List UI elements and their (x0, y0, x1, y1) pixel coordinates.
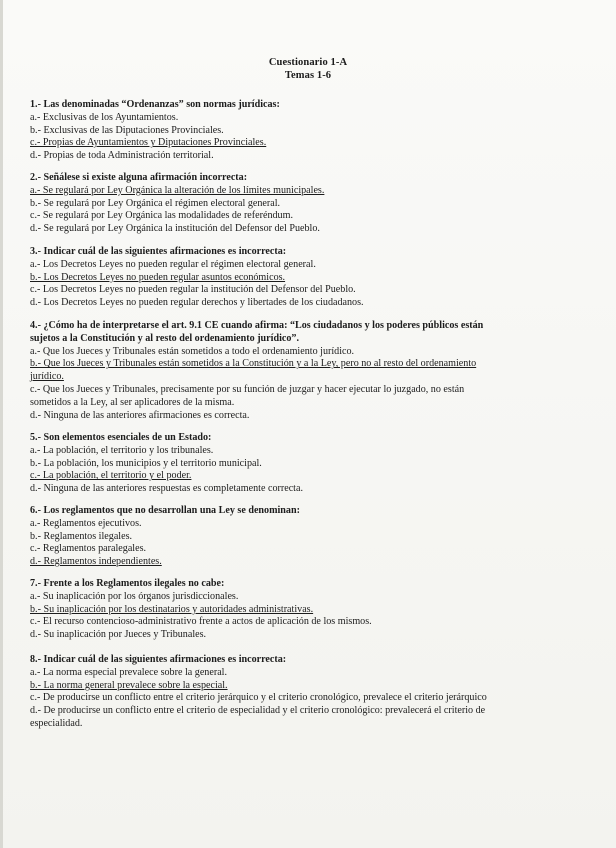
question-6 (30, 505, 596, 569)
question-text: 8.- Indicar cuál de las siguientes afirmaciones es incorrecta: (30, 654, 287, 665)
option-a: a.- Reglamentos ejecutivos. (30, 517, 142, 529)
document-title: Cuestionario 1-A (268, 57, 348, 68)
option-a: a.- La población, el territorio y los tribunales. (30, 444, 214, 456)
option-c: c.- Se regulará por Ley Orgánica las modalidades de referéndum. (30, 210, 293, 222)
option-a: a.- Exclusivas de los Ayuntamientos. (30, 111, 179, 123)
question-text: 7.- Frente a los Reglamentos ilegales no cabe: (30, 578, 225, 589)
option-b: b.- Los Decretos Leyes no pueden regular asuntos económicos. (30, 271, 286, 283)
question-2 (30, 172, 596, 236)
option-d: d.- Su inaplicación por Jueces y Tribunales. (30, 629, 207, 641)
option-d-continued: especialidad. (30, 717, 83, 729)
page-edge (0, 0, 3, 848)
question-text: 3.- Indicar cuál de las siguientes afirmaciones es incorrecta: (30, 246, 287, 257)
question-7 (30, 578, 596, 642)
option-a: a.- Que los Jueces y Tribunales están sometidos a todo el ordenamiento jurídico. (30, 345, 355, 357)
option-d: d.- De producirse un conflicto entre el criterio de especialidad y el criterio cronológico: prevalecerá el criterio de (30, 705, 486, 717)
option-b: b.- Exclusivas de las Diputaciones Provinciales. (30, 124, 224, 136)
option-b: b.- Se regulará por Ley Orgánica el régimen electoral general. (30, 197, 281, 209)
option-d: d.- Los Decretos Leyes no pueden regular derechos y libertades de los ciudadanos. (30, 297, 364, 309)
question-8 (30, 654, 596, 731)
question-text: 6.- Los reglamentos que no desarrollan una Ley se denominan: (30, 505, 300, 516)
question-1 (30, 99, 596, 163)
option-c: c.- El recurso contencioso-administrativo frente a actos de aplicación de los mismos. (30, 616, 372, 628)
option-b: b.- La población, los municipios y el territorio municipal. (30, 457, 262, 469)
option-d: d.- Ninguna de las anteriores respuestas es completamente correcta. (30, 483, 303, 495)
option-d: d.- Reglamentos independientes. (30, 556, 162, 568)
option-c: c.- Reglamentos paralegales. (30, 543, 147, 555)
option-b: b.- Reglamentos ilegales. (30, 530, 133, 542)
question-4 (30, 320, 596, 422)
option-c: c.- Los Decretos Leyes no pueden regular la institución del Defensor del Pueblo. (30, 284, 356, 296)
option-d: d.- Ninguna de las anteriores afirmaciones es correcta. (30, 409, 250, 421)
option-a: a.- La norma especial prevalece sobre la general. (30, 666, 227, 678)
document-subtitle: Temas 1-6 (284, 70, 332, 81)
question-text: 2.- Señálese si existe alguna afirmación incorrecta: (30, 172, 248, 183)
question-3 (30, 246, 596, 310)
option-c: c.- De producirse un conflicto entre el criterio jerárquico y el criterio cronológico, prevalece el criterio jerárquico (30, 692, 487, 704)
option-b: b.- Su inaplicación por los destinatarios y autoridades administrativas. (30, 603, 314, 615)
question-text: 1.- Las denominadas “Ordenanzas” son normas jurídicas: (30, 99, 280, 110)
option-c: c.- La población, el territorio y el poder. (30, 470, 192, 482)
option-c-continued: sometidos a la Ley, al ser aplicadores de la misma. (30, 396, 235, 408)
option-c: c.- Propias de Ayuntamientos y Diputaciones Provinciales. (30, 137, 267, 149)
option-c: c.- Que los Jueces y Tribunales, precisamente por su función de juzgar y hacer ejecutar lo juzgado, no están (30, 383, 465, 395)
option-d: d.- Se regulará por Ley Orgánica la institución del Defensor del Pueblo. (30, 223, 320, 235)
question-text-line-1: 4.- ¿Cómo ha de interpretarse el art. 9.1 CE cuando afirma: “Los ciudadanos y los poderes públicos están (30, 320, 484, 331)
question-5 (30, 432, 596, 496)
option-a: a.- Se regulará por Ley Orgánica la alteración de los límites municipales. (30, 184, 325, 196)
question-text: 5.- Son elementos esenciales de un Estado: (30, 432, 212, 443)
option-b-continued: jurídico. (30, 371, 64, 383)
option-a: a.- Su inaplicación por los órganos jurisdiccionales. (30, 590, 239, 602)
option-b: b.- Que los Jueces y Tribunales están sometidos a la Constitución y a la Ley, pero no al resto del ordenamiento (30, 358, 477, 370)
option-a: a.- Los Decretos Leyes no pueden regular el régimen electoral general. (30, 258, 316, 270)
option-d: d.- Propias de toda Administración territorial. (30, 150, 214, 162)
option-b: b.- La norma general prevalece sobre la especial. (30, 679, 228, 691)
question-text-line-2: sujetos a la Constitución y al resto del ordenamiento jurídico”. (30, 332, 299, 344)
